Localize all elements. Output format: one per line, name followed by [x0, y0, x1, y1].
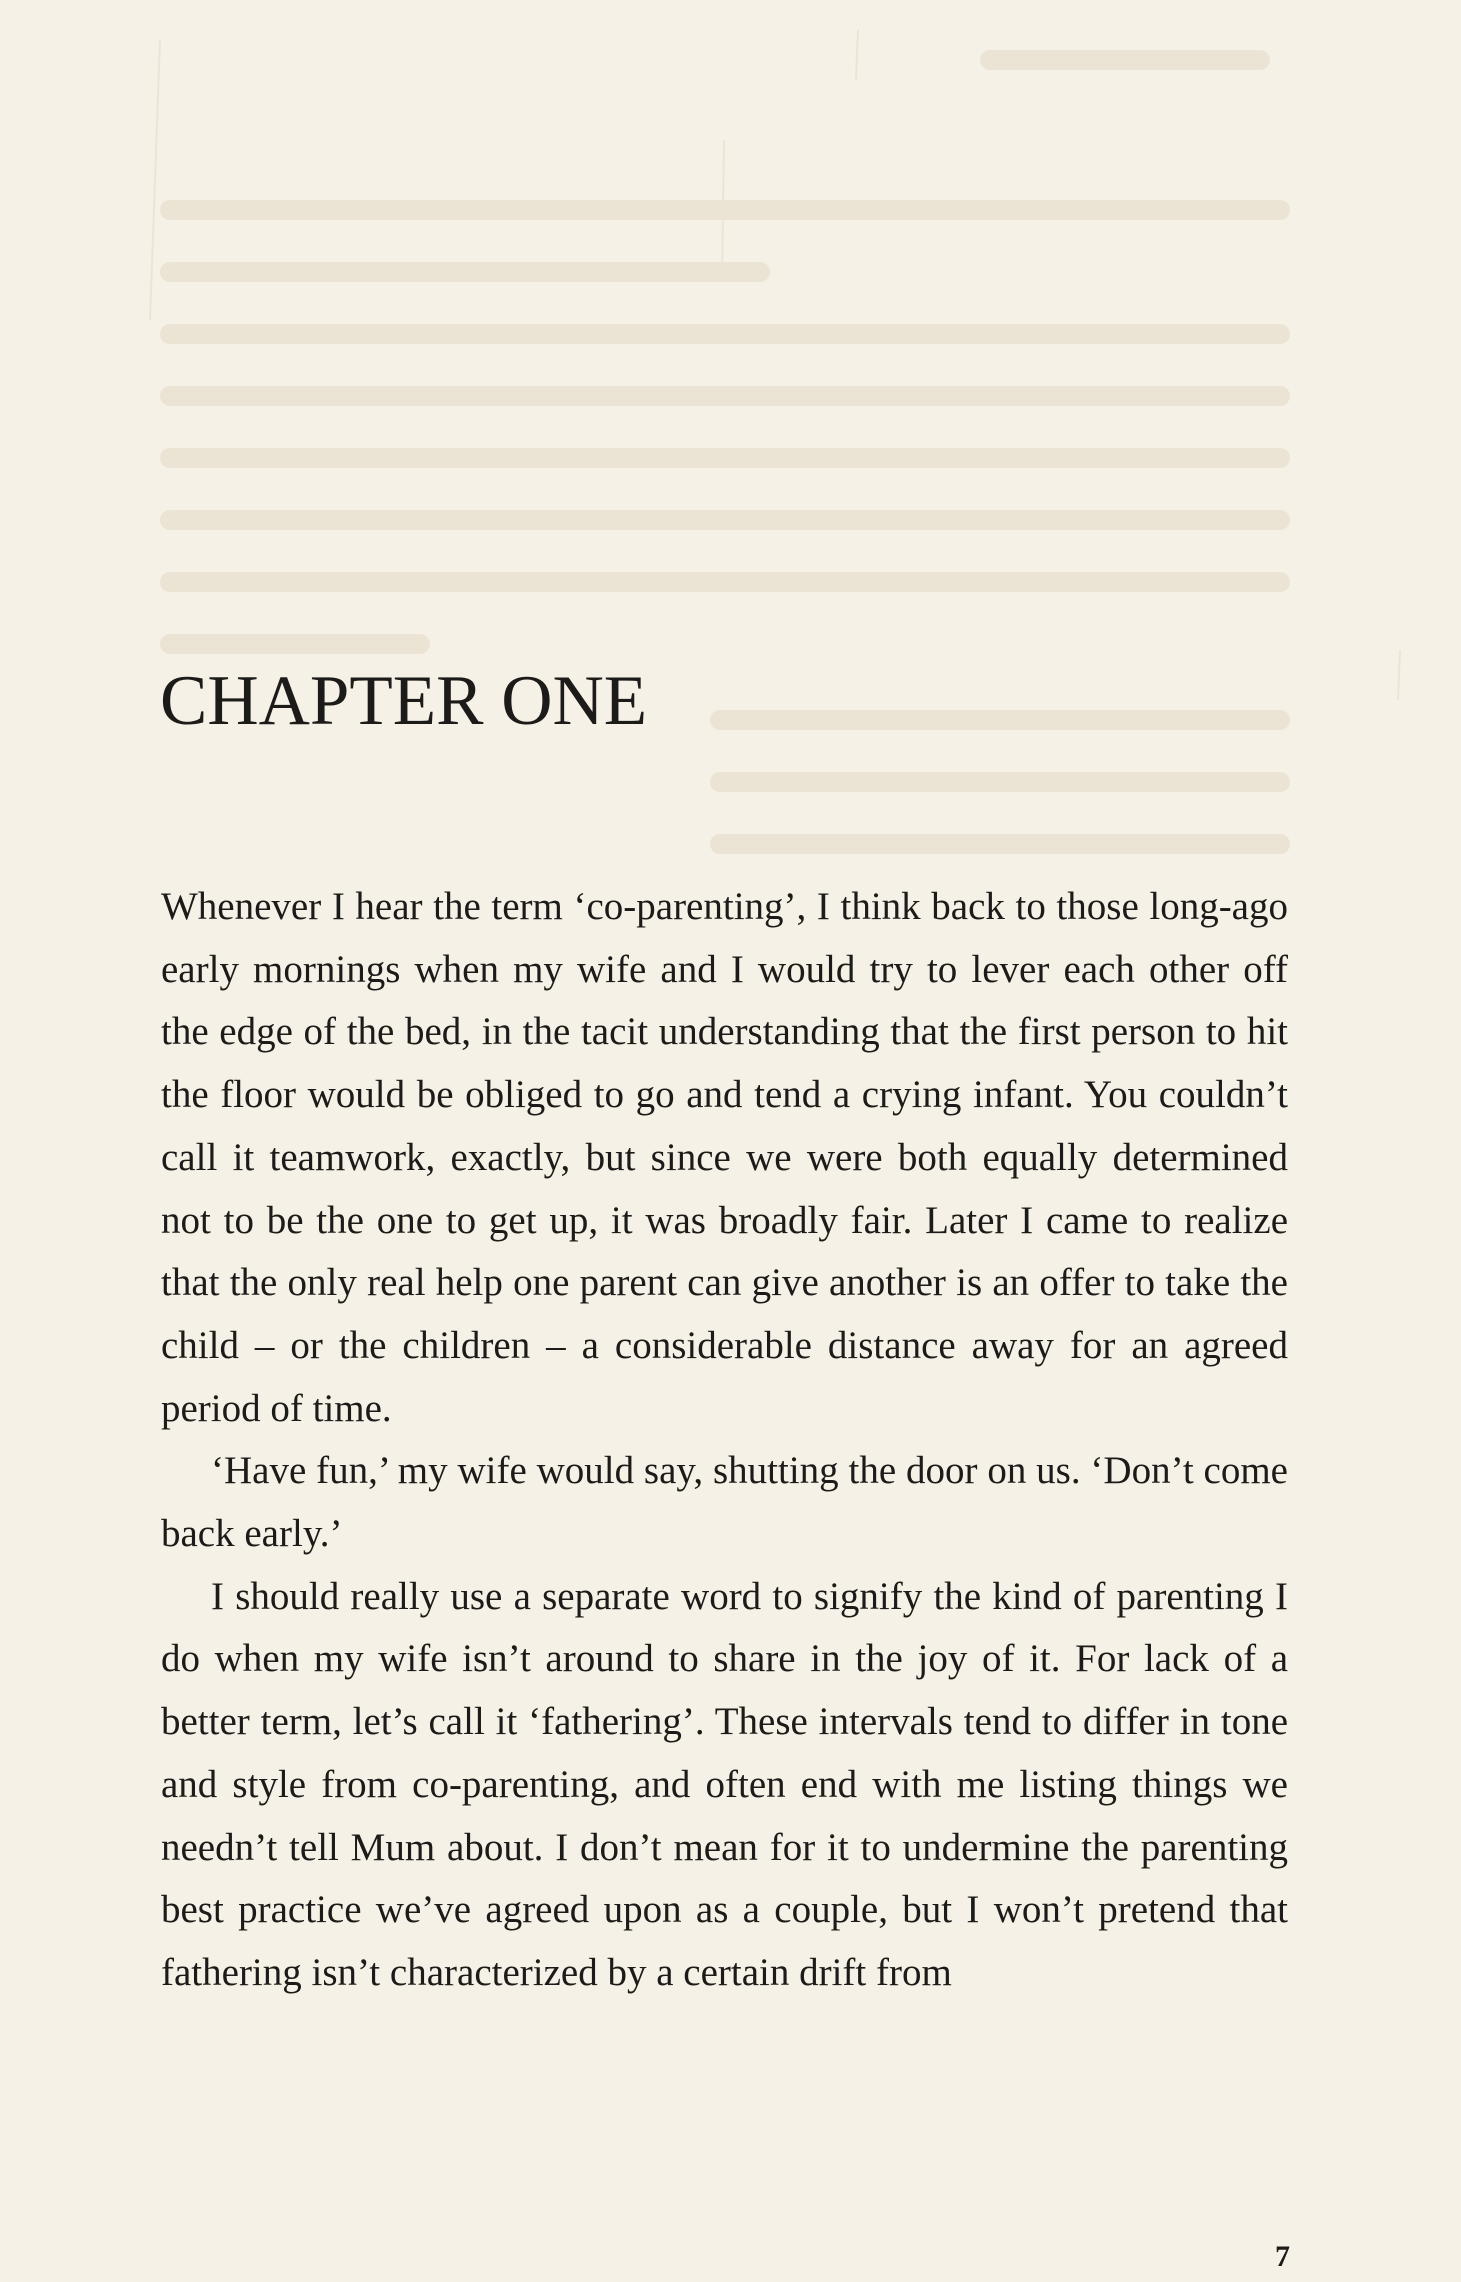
paragraph: I should really use a separate word to signify the kind of parenting I do when my wife isn’t around to share in the joy of it. For lack of a better term, let’s call it ‘fathering’. These intervals tend to differ in tone and style from co-parenting, and often end with me listing things we needn’t tell Mum about. I don’t mean for it to undermine the parenting best practice we’ve agreed upon as a couple, but I won’t pretend that fathering isn’t characterized by a certain drift from — [161, 1574, 1288, 1994]
paragraph: Whenever I hear the term ‘co-parenting’, I think back to those long-ago early mornings when my wife and I would try to lever each other off the edge of the bed, in the tacit understanding that the first person to hit the floor would be obliged to go and tend a crying infant. You couldn’t call it teamwork, exactly, but since we were both equally determined not to be the one to get up, it was broadly fair. Later I came to realize that the only real help one parent can give another is an offer to take the child – or the children – a considerable distance away for an agreed period of time. — [161, 885, 1288, 1430]
chapter-body — [161, 876, 1288, 2005]
page-number: 7 — [1275, 2240, 1290, 2273]
chapter-heading: CHAPTER ONE — [160, 662, 648, 740]
paragraph: ‘Have fun,’ my wife would say, shutting the door on us. ‘Don’t come back early.’ — [161, 1449, 1288, 1556]
